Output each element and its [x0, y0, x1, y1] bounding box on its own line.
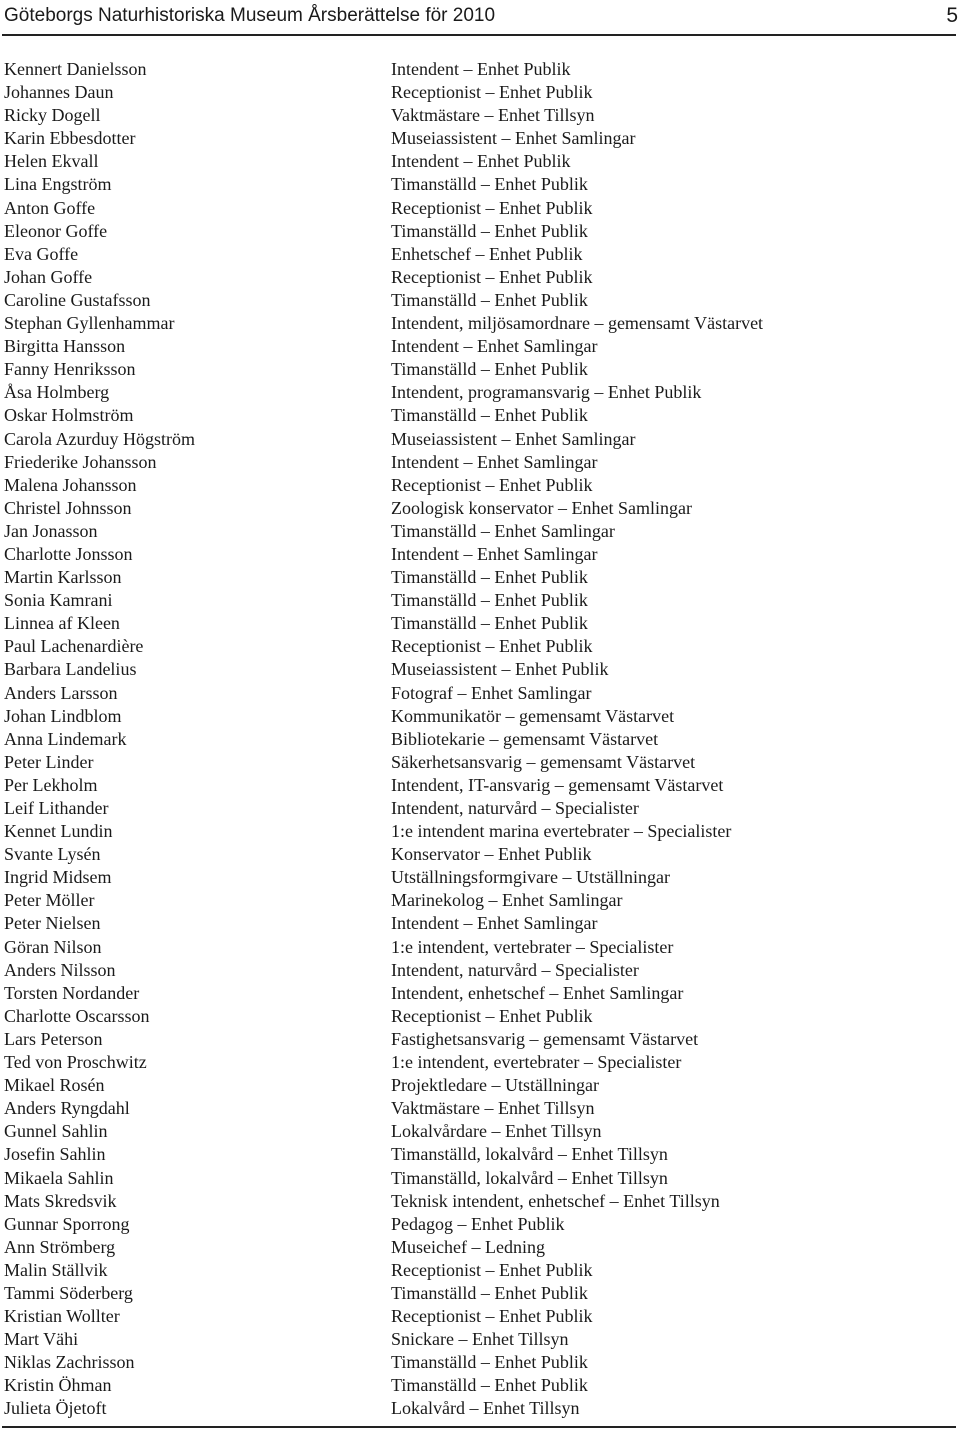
staff-name: Linnea af Kleen	[4, 613, 120, 634]
staff-row	[4, 1074, 956, 1097]
staff-row	[4, 266, 956, 289]
staff-role: Museiassistent – Enhet Samlingar	[391, 128, 636, 149]
staff-row	[4, 358, 956, 381]
staff-name: Christel Johnsson	[4, 497, 132, 518]
staff-role: Timanställd, lokalvård – Enhet Tillsyn	[391, 1144, 668, 1165]
staff-role: 1:e intendent, vertebrater – Specialister	[391, 936, 674, 957]
staff-role: Pedagog – Enhet Publik	[391, 1213, 565, 1234]
staff-name: Paul Lachenardière	[4, 636, 144, 657]
staff-row	[4, 197, 956, 220]
staff-row	[4, 1236, 956, 1259]
staff-row	[4, 1120, 956, 1143]
staff-name: Svante Lysén	[4, 844, 101, 865]
staff-role: Lokalvård – Enhet Tillsyn	[391, 1398, 580, 1419]
staff-name: Kristian Wollter	[4, 1306, 120, 1327]
staff-name: Peter Linder	[4, 751, 94, 772]
staff-role: Timanställd – Enhet Samlingar	[391, 520, 615, 541]
staff-name: Gunnar Sporrong	[4, 1213, 130, 1234]
staff-role: Receptionist – Enhet Publik	[391, 636, 593, 657]
staff-row	[4, 127, 956, 150]
staff-row	[4, 635, 956, 658]
staff-role: Marinekolog – Enhet Samlingar	[391, 890, 623, 911]
staff-name: Carola Azurduy Högström	[4, 428, 195, 449]
staff-row	[4, 589, 956, 612]
staff-row	[4, 312, 956, 335]
staff-role: Receptionist – Enhet Publik	[391, 1005, 593, 1026]
document-title: Göteborgs Naturhistoriska Museum Årsberättelse för 2010	[4, 5, 496, 26]
staff-role: Museichef – Ledning	[391, 1236, 545, 1257]
staff-role: 1:e intendent, evertebrater – Specialister	[391, 1052, 682, 1073]
staff-row	[4, 820, 956, 843]
staff-role: Receptionist – Enhet Publik	[391, 1259, 593, 1280]
staff-role: Timanställd – Enhet Publik	[391, 220, 588, 241]
staff-row	[4, 104, 956, 127]
staff-role: Receptionist – Enhet Publik	[391, 266, 593, 287]
staff-name: Ricky Dogell	[4, 105, 101, 126]
staff-role: Säkerhetsansvarig – gemensamt Västarvet	[391, 751, 696, 772]
staff-row	[4, 243, 956, 266]
staff-row	[4, 173, 956, 196]
staff-row	[4, 566, 956, 589]
staff-row	[4, 474, 956, 497]
staff-role: Intendent – Enhet Samlingar	[391, 336, 598, 357]
staff-role: Timanställd – Enhet Publik	[391, 174, 588, 195]
staff-name: Eleonor Goffe	[4, 220, 108, 241]
staff-role: Receptionist – Enhet Publik	[391, 474, 593, 495]
staff-role: Intendent, IT-ansvarig – gemensamt Västarvet	[391, 774, 724, 795]
staff-name: Ingrid Midsem	[4, 867, 112, 888]
staff-name: Mikael Rosén	[4, 1075, 105, 1096]
staff-row	[4, 612, 956, 635]
footer-divider	[2, 1426, 956, 1428]
staff-name: Birgitta Hansson	[4, 336, 126, 357]
staff-row	[4, 889, 956, 912]
staff-row	[4, 912, 956, 935]
staff-name: Mart Vähi	[4, 1329, 79, 1350]
staff-name: Peter Möller	[4, 890, 95, 911]
staff-name: Kennet Lundin	[4, 821, 113, 842]
staff-row	[4, 1397, 956, 1420]
staff-row	[4, 797, 956, 820]
staff-role: Receptionist – Enhet Publik	[391, 1306, 593, 1327]
staff-row	[4, 58, 956, 81]
staff-name: Charlotte Jonsson	[4, 543, 133, 564]
staff-name: Ann Strömberg	[4, 1236, 116, 1257]
staff-role: Intendent – Enhet Samlingar	[391, 543, 598, 564]
staff-list	[4, 58, 956, 1421]
staff-row	[4, 1374, 956, 1397]
staff-role: Vaktmästare – Enhet Tillsyn	[391, 105, 595, 126]
staff-name: Charlotte Oscarsson	[4, 1005, 150, 1026]
staff-name: Josefin Sahlin	[4, 1144, 106, 1165]
staff-role: Timanställd – Enhet Publik	[391, 289, 588, 310]
staff-name: Johannes Daun	[4, 82, 114, 103]
staff-role: Timanställd – Enhet Publik	[391, 405, 588, 426]
staff-name: Anton Goffe	[4, 197, 96, 218]
staff-name: Anna Lindemark	[4, 728, 127, 749]
staff-role: Enhetschef – Enhet Publik	[391, 243, 583, 264]
staff-name: Caroline Gustafsson	[4, 289, 151, 310]
staff-row	[4, 404, 956, 427]
staff-role: Timanställd – Enhet Publik	[391, 1282, 588, 1303]
staff-name: Barbara Landelius	[4, 659, 137, 680]
staff-role: Timanställd – Enhet Publik	[391, 590, 588, 611]
staff-role: Intendent, programansvarig – Enhet Publik	[391, 382, 702, 403]
staff-row	[4, 959, 956, 982]
page-number: 5	[946, 4, 958, 27]
staff-row	[4, 843, 956, 866]
staff-role: Teknisk intendent, enhetschef – Enhet Tillsyn	[391, 1190, 720, 1211]
staff-row	[4, 1282, 956, 1305]
staff-role: Fotograf – Enhet Samlingar	[391, 682, 592, 703]
staff-name: Mikaela Sahlin	[4, 1167, 114, 1188]
staff-name: Ted von Proschwitz	[4, 1052, 147, 1073]
staff-role: Utställningsformgivare – Utställningar	[391, 867, 670, 888]
staff-row	[4, 751, 956, 774]
staff-row	[4, 150, 956, 173]
staff-name: Per Lekholm	[4, 774, 98, 795]
staff-row	[4, 1305, 956, 1328]
staff-row	[4, 982, 956, 1005]
staff-role: Snickare – Enhet Tillsyn	[391, 1329, 569, 1350]
staff-role: Receptionist – Enhet Publik	[391, 197, 593, 218]
staff-name: Malena Johansson	[4, 474, 137, 495]
staff-role: Intendent, enhetschef – Enhet Samlingar	[391, 982, 684, 1003]
staff-name: Jan Jonasson	[4, 520, 98, 541]
staff-name: Johan Lindblom	[4, 705, 122, 726]
staff-name: Sonia Kamrani	[4, 590, 113, 611]
staff-role: Timanställd, lokalvård – Enhet Tillsyn	[391, 1167, 668, 1188]
staff-role: Konservator – Enhet Publik	[391, 844, 592, 865]
staff-name: Lina Engström	[4, 174, 112, 195]
staff-row	[4, 1028, 956, 1051]
staff-name: Anders Larsson	[4, 682, 118, 703]
staff-name: Anders Nilsson	[4, 959, 116, 980]
staff-row	[4, 658, 956, 681]
staff-name: Friederike Johansson	[4, 451, 157, 472]
staff-role: Kommunikatör – gemensamt Västarvet	[391, 705, 675, 726]
staff-role: Intendent – Enhet Publik	[391, 59, 571, 79]
staff-row	[4, 1259, 956, 1282]
staff-role: Museiassistent – Enhet Samlingar	[391, 428, 636, 449]
staff-name: Eva Goffe	[4, 243, 79, 264]
staff-row	[4, 1213, 956, 1236]
staff-row	[4, 1005, 956, 1028]
staff-name: Niklas Zachrisson	[4, 1352, 135, 1373]
staff-role: Receptionist – Enhet Publik	[391, 82, 593, 103]
staff-role: Timanställd – Enhet Publik	[391, 1375, 588, 1396]
staff-row	[4, 220, 956, 243]
staff-name: Fanny Henriksson	[4, 359, 136, 380]
staff-name: Åsa Holmberg	[4, 382, 110, 403]
staff-name: Peter Nielsen	[4, 913, 101, 934]
staff-row	[4, 705, 956, 728]
staff-name: Kennert Danielsson	[4, 59, 147, 79]
staff-role: Intendent – Enhet Samlingar	[391, 451, 598, 472]
staff-name: Göran Nilson	[4, 936, 102, 957]
staff-row	[4, 289, 956, 312]
staff-row	[4, 1167, 956, 1190]
staff-name: Leif Lithander	[4, 798, 109, 818]
staff-row	[4, 1328, 956, 1351]
staff-row	[4, 1051, 956, 1074]
staff-role: Zoologisk konservator – Enhet Samlingar	[391, 497, 692, 518]
staff-role: Timanställd – Enhet Publik	[391, 613, 588, 634]
staff-role: Museiassistent – Enhet Publik	[391, 659, 609, 680]
staff-role: Lokalvårdare – Enhet Tillsyn	[391, 1121, 602, 1142]
staff-name: Lars Peterson	[4, 1028, 103, 1049]
staff-role: Timanställd – Enhet Publik	[391, 1352, 588, 1373]
staff-name: Karin Ebbesdotter	[4, 128, 136, 149]
staff-row	[4, 682, 956, 705]
staff-row	[4, 774, 956, 797]
staff-role: Timanställd – Enhet Publik	[391, 567, 588, 588]
staff-role: Intendent – Enhet Publik	[391, 151, 571, 172]
page-header	[4, 4, 958, 28]
staff-row	[4, 451, 956, 474]
staff-row	[4, 1351, 956, 1374]
staff-row	[4, 381, 956, 404]
staff-role: Intendent, naturvård – Specialister	[391, 959, 639, 980]
staff-row	[4, 1097, 956, 1120]
staff-name: Torsten Nordander	[4, 982, 140, 1003]
staff-row	[4, 1143, 956, 1166]
staff-name: Martin Karlsson	[4, 567, 122, 588]
staff-name: Helen Ekvall	[4, 151, 99, 172]
staff-role: Fastighetsansvarig – gemensamt Västarvet	[391, 1028, 699, 1049]
staff-role: Intendent – Enhet Samlingar	[391, 913, 598, 934]
staff-role: Intendent, naturvård – Specialister	[391, 798, 639, 818]
staff-name: Mats Skredsvik	[4, 1190, 117, 1211]
staff-role: Vaktmästare – Enhet Tillsyn	[391, 1098, 595, 1119]
staff-name: Kristin Öhman	[4, 1375, 112, 1396]
staff-name: Malin Ställvik	[4, 1259, 108, 1280]
staff-name: Gunnel Sahlin	[4, 1121, 108, 1142]
staff-role: Bibliotekarie – gemensamt Västarvet	[391, 728, 659, 749]
staff-row	[4, 936, 956, 959]
staff-name: Stephan Gyllenhammar	[4, 313, 175, 334]
header-divider	[2, 34, 956, 36]
staff-role: Projektledare – Utställningar	[391, 1075, 599, 1096]
staff-row	[4, 520, 956, 543]
staff-row	[4, 866, 956, 889]
staff-row	[4, 543, 956, 566]
staff-row	[4, 497, 956, 520]
staff-name: Tammi Söderberg	[4, 1282, 133, 1303]
staff-name: Johan Goffe	[4, 266, 93, 287]
staff-name: Julieta Öjetoft	[4, 1398, 107, 1419]
staff-name: Anders Ryngdahl	[4, 1098, 130, 1119]
staff-name: Oskar Holmström	[4, 405, 134, 426]
staff-role: 1:e intendent marina evertebrater – Specialister	[391, 821, 732, 842]
staff-row	[4, 428, 956, 451]
staff-row	[4, 81, 956, 104]
staff-row	[4, 728, 956, 751]
staff-role: Timanställd – Enhet Publik	[391, 359, 588, 380]
staff-row	[4, 335, 956, 358]
staff-row	[4, 1190, 956, 1213]
staff-role: Intendent, miljösamordnare – gemensamt Västarvet	[391, 313, 764, 334]
